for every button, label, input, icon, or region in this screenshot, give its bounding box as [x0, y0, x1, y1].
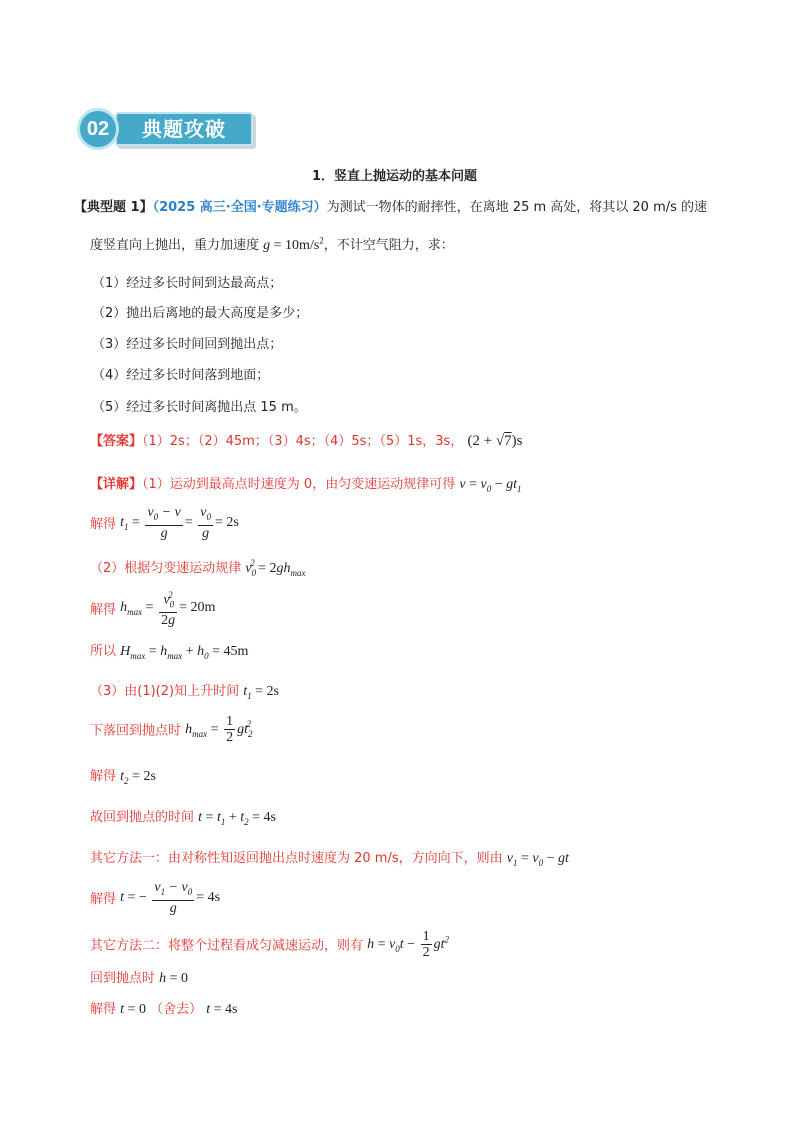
detail-solve-final: 解得 t = 0 （舍去） t = 4s	[90, 1002, 238, 1017]
detail-solve-t2: 解得 $t_2 = 2s$	[90, 769, 156, 786]
detail-line-2: （2）根据匀变速运动规律 $v_0^2 = 2gh_{max}$	[90, 558, 306, 578]
detail-solve-hmax: 解得 $h_{max}$ = $\frac{v_0^2}{2g}$ = 20m	[90, 590, 216, 629]
detail-solve-t-method1: 解得 t = − $\frac{v_1 - v_0}{g}$ = 4s	[90, 880, 221, 916]
detail-method-1: 其它方法一：由对称性知返回抛出点时速度为 20 m/s，方向向下，则由 $v_1 = v_0$ − gt	[90, 851, 569, 868]
detail-tag: 【详解】	[90, 477, 143, 492]
detail-method-2: 其它方法二：将整个过程看成匀减速运动，则有 $h = v_0t$ − $\frac{1}{2}$ $gt^2$	[90, 929, 449, 960]
formula-hmax: $h_{max}$ = $\frac{v_0^2}{2g}$ = 20m	[120, 590, 216, 629]
formula-t2: $t_2 = 2s$	[120, 769, 156, 786]
question-4: （4）经过多长时间落到地面；	[92, 368, 270, 383]
section-title-bar	[115, 112, 253, 146]
formula-h-zero: h = 0	[159, 971, 189, 986]
problem-text-2b: ，不计空气阻力，求：	[323, 238, 454, 253]
problem-tag: 【典型题 1】	[74, 200, 153, 215]
detail-fall: 下落回到抛点时 $h_{max}$ = $\frac{1}{2}$ $gt_2^2$	[90, 714, 253, 745]
question-1: （1）经过多长时间到达最高点；	[92, 276, 283, 291]
problem-first-line	[74, 196, 707, 215]
detail-line-3: （3）由(1)(2)知上升时间 $t_1 = 2s$	[90, 684, 279, 701]
problem-source: （2025 高三·全国·专题练习）	[152, 200, 327, 215]
question-5: （5）经过多长时间离抛出点 15 m。	[92, 400, 307, 415]
answer-tag: 【答案】	[90, 434, 143, 449]
formula-fall: $h_{max}$ = $\frac{1}{2}$ $gt_2^2$	[185, 714, 253, 745]
section-number: 02	[77, 108, 119, 150]
formula-t-four: t = 4s	[206, 1002, 238, 1017]
detail-back-zero: 回到抛点时 h = 0	[90, 971, 189, 986]
formula-h: $h = v_0t$ − $\frac{1}{2}$ $gt^2$	[367, 929, 449, 960]
formula-t-method1: t = − $\frac{v_1 - v_0}{g}$ = 4s	[120, 880, 221, 916]
section-badge	[77, 108, 257, 152]
problem-second-line	[90, 234, 454, 254]
answer-text: （1）2s；（2）45m；（3）4s；（4）5s；（5）1s，3s，	[142, 434, 464, 449]
formula-Hmax: $H_{max} = h_{max} + h_0 = 45m$	[120, 644, 249, 661]
discard-note: （舍去）	[150, 1002, 203, 1017]
formula-rise-time: $t_1 = 2s$	[243, 684, 279, 701]
formula-t1: $t_1$ = $\frac{v_0 - v}{g}$ = $\frac{v_0}{g}$ = 2s	[120, 505, 239, 541]
answer-formula: (2 + √7)s	[467, 433, 523, 449]
detail-so-Hmax: 所以 $H_{max} = h_{max} + h_0 = 45m$	[90, 644, 249, 661]
gravity-formula: $g = 10m/s^2$	[263, 235, 324, 253]
formula-v: $v = v_0 - gt_1$	[459, 477, 522, 494]
detail-line-1: 【详解】（1）运动到最高点时速度为 0，由匀变速运动规律可得 $v = v_0 - gt_1$	[90, 477, 522, 494]
formula-v0sq: $v_0^2 = 2gh_{max}$	[245, 558, 306, 578]
problem-text-2a: 度竖直向上抛出，重力加速度	[90, 238, 260, 253]
topic-heading: 1．竖直上抛运动的基本问题	[312, 169, 478, 184]
formula-v1: $v_1 = v_0$ − gt	[506, 851, 569, 868]
problem-text-1: 为测试一物体的耐摔性，在离地 25 m 高处，将其以 20 m/s 的速	[326, 200, 708, 215]
formula-t-zero: t = 0	[120, 1002, 146, 1017]
answer-line	[90, 430, 522, 450]
question-2: （2）抛出后离地的最大高度是多少；	[92, 306, 309, 321]
detail-back-time: 故回到抛点的时间 $t = t_1 + t_2 = 4s$	[90, 810, 276, 827]
detail-solve-t1: 解得 $t_1$ = $\frac{v_0 - v}{g}$ = $\frac{v_0}{g}$ = 2s	[90, 505, 239, 541]
section-title: 典题攻破	[142, 117, 226, 141]
question-3: （3）经过多长时间回到抛出点；	[92, 337, 283, 352]
formula-total-t: $t = t_1 + t_2 = 4s$	[198, 810, 276, 827]
